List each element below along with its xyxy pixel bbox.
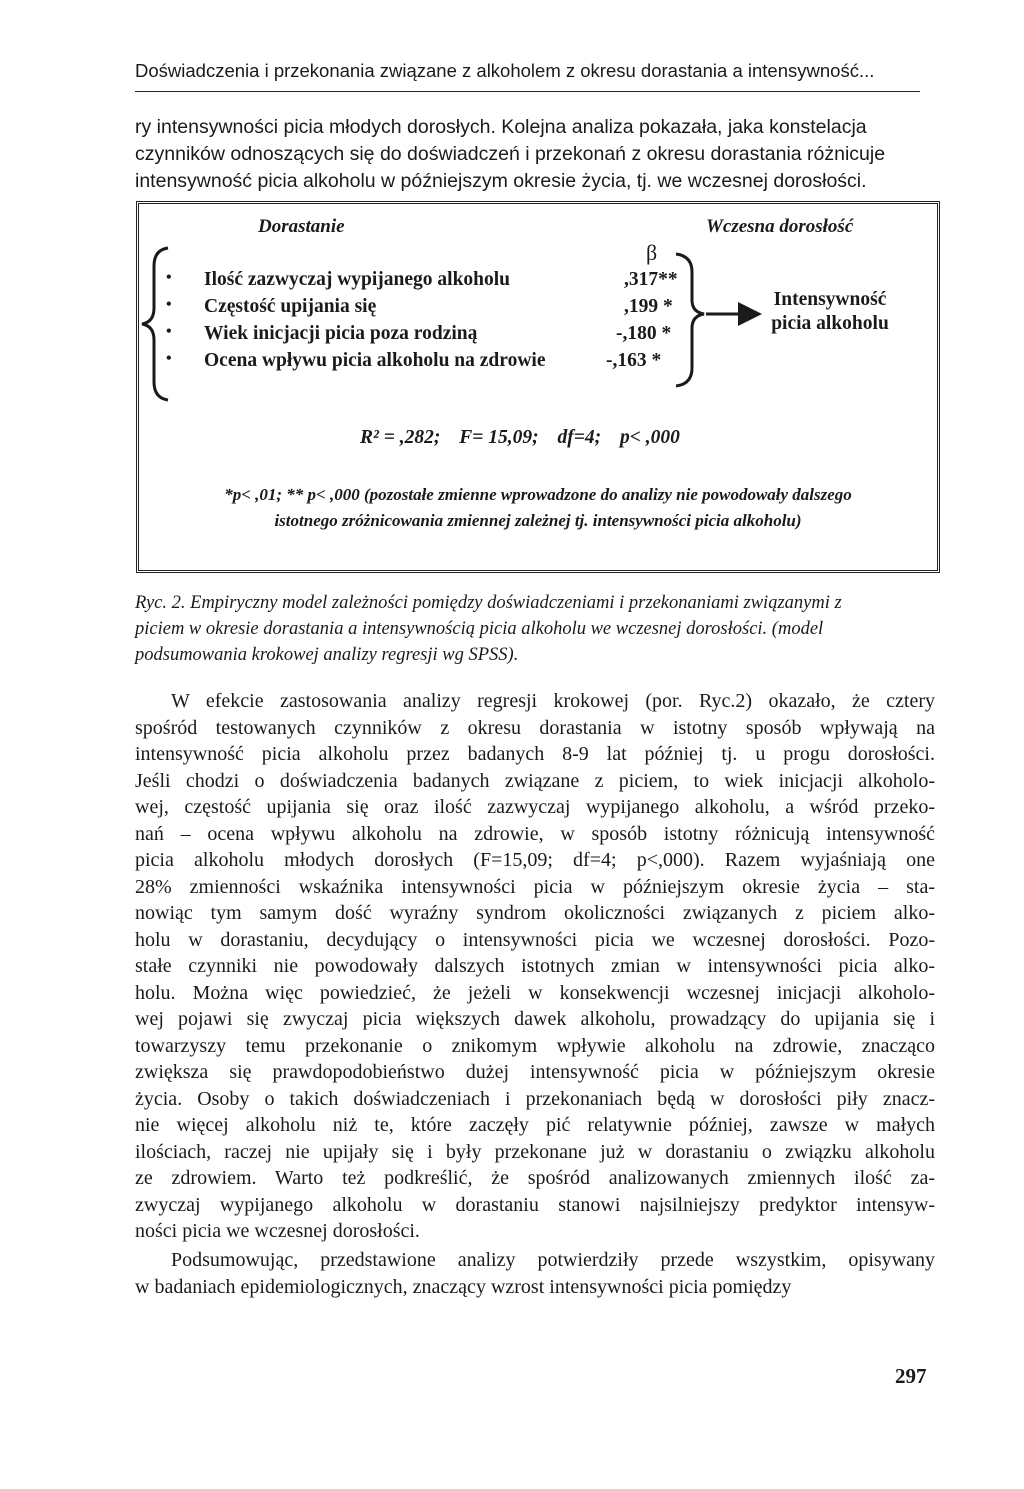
figure-right-heading: Wczesna dorosłość [706,216,854,237]
figure-footnote [148,482,928,534]
model-statistics [360,427,694,449]
paragraph-line: holu. Można więc powiedzieć, że jeżeli w konsekwencji wczesnej inicjacji alkoholo- [135,981,935,1004]
left-brace-icon [142,248,168,400]
stat-df: df=4; [557,427,602,448]
factor-label: Ilość zazwyczaj wypijanego alkoholu [204,269,511,290]
page-number: 297 [895,1364,927,1388]
paragraph-summary [135,1247,935,1300]
footnote-line: *p< ,01; ** p< ,000 (pozostałe zmienne wprowadzone do analizy nie powodowały dalszego [224,485,852,504]
bullet-icon: • [166,323,172,340]
paragraph-line: w badaniach epidemiologicznych, znaczący wzrost intensywności picia pomiędzy [135,1275,792,1298]
paragraph-line: stałe czynniki nie powodowały dalszych istotnych zmian w intensywności picia alko- [135,955,935,977]
caption-line: piciem w okresie dorastania a intensywnością picia alkoholu we wczesnej dorosłości. (model [135,619,824,639]
paragraph-line: intensywność picia alkoholu przez badanych 8-9 lat później tj. u progu dorosłości. [135,743,935,765]
footnote-line: istotnego zróżnicowania zmiennej zależnej tj. intensywności picia alkoholu) [274,511,802,530]
factor-label: Częstość upijania się [204,296,377,317]
outcome-line: Intensywność [773,289,887,310]
stat-f: F= 15,09; [459,427,539,448]
right-bracket-icon [676,254,704,386]
paragraph-line: wej pojawi się zwyczaj picia większych dawek alkoholu, prowadzący do upijania się i [135,1008,935,1030]
paragraph-results [135,688,935,1245]
bullet-icon: • [166,269,172,286]
bullet-icon: • [166,296,172,313]
paragraph-line: Podsumowując, przedstawione analizy potwierdziły przede wszystkim, opisywany [171,1249,935,1271]
factor-label: Ocena wpływu picia alkoholu na zdrowie [204,350,546,371]
paragraph-line: nań – ocena wpływu alkoholu na zdrowie, w sposób istotny różnicują intensywność [135,822,935,845]
arrow-head-icon [738,302,762,326]
outcome-label [760,288,900,336]
figure-left-heading: Dorastanie [258,216,345,237]
factor-beta-value: ,199 * [624,296,673,317]
paragraph-line: W efekcie zastosowania analizy regresji krokowej (por. Ryc.2) okazało, że cztery [171,690,935,712]
paragraph-line: ności picia we wczesnej dorosłości. [135,1220,420,1242]
caption-line: Ryc. 2. Empiryczny model zależności pomiędzy doświadczeniami i przekonaniami związanymi z [135,593,842,613]
factor-beta-value: -,163 * [606,350,662,371]
paragraph-line: spośród testowanych czynników z okresu dorastania w istotny sposób wpływają na [135,716,935,739]
intro-line: ry intensywności picia młodych dorosłych. Kolejna analiza pokazała, jaka konstelacja [135,116,867,138]
paragraph-line: ze zdrowiem. Warto też podkreślić, że spośród analizowanych zmiennych ilość za- [135,1167,935,1189]
outcome-line: picia alkoholu [771,313,889,334]
figure-caption [135,590,935,668]
factor-beta-value: -,180 * [616,323,672,344]
paragraph-line: picia alkoholu młodych dorosłych (F=15,09; df=4; p<,000). Razem wyjaśniają one [135,849,935,871]
paragraph-line: życia. Osoby o takich doświadczeniach i przekonaniach będą w dorosłości piły znacz- [135,1087,935,1110]
paragraph-line: zwiększa się prawdopodobieństwo dużej intensywność picia w późniejszym okresie [135,1061,935,1083]
stat-r2: R² = ,282; [360,427,441,448]
beta-label: β [646,240,658,265]
paragraph-line: nie więcej alkoholu niż te, które zaczęły pić relatywnie później, zawsze w małych [135,1114,935,1136]
running-header: Doświadczenia i przekonania związane z alkoholem z okresu dorastania a intensywność... [135,60,875,81]
paragraph-line: zwyczaj wypijanego alkoholu w dorastaniu stanowi najsilniejszy predyktor intensyw- [135,1193,935,1216]
caption-line: podsumowania krokowej analizy regresji wg SPSS). [135,645,519,665]
paragraph-line: Jeśli chodzi o doświadczenia badanych związane z piciem, to wiek inicjacji alkoholo- [135,769,935,792]
paragraph-line: wej, częstość upijania się oraz ilość zazwyczaj wypijanego alkoholu, a wśród przeko- [135,796,935,818]
paragraph-line: nowiąc tym samym dość wyraźny syndrom okoliczności związanych z piciem alko- [135,902,935,924]
paragraph-line: holu w dorastaniu, decydujący o intensywności picia we wczesnej dorosłości. Pozo- [135,928,935,951]
intro-line: intensywność picia alkoholu w późniejszym okresie życia, tj. we wczesnej dorosłości. [135,170,867,192]
paragraph-line: 28% zmienności wskaźnika intensywności picia w późniejszym okresie życia – sta- [135,875,935,898]
bullet-icon: • [166,350,172,367]
paragraph-line: ilościach, raczej nie upijały się i były przekonane już w dorastaniu o związku alkoholu [135,1140,935,1163]
factor-label: Wiek inicjacji picia poza rodziną [204,323,478,344]
stat-p: p< ,000 [619,427,680,448]
factor-beta-value: ,317** [624,269,678,290]
intro-line: czynników odnoszących się do doświadczeń i przekonań z okresu dorastania różnicuje [135,143,886,165]
paragraph-line: towarzyszy temu przekonanie o znikomym wpływie alkoholu na zdrowie, znacząco [135,1034,935,1057]
